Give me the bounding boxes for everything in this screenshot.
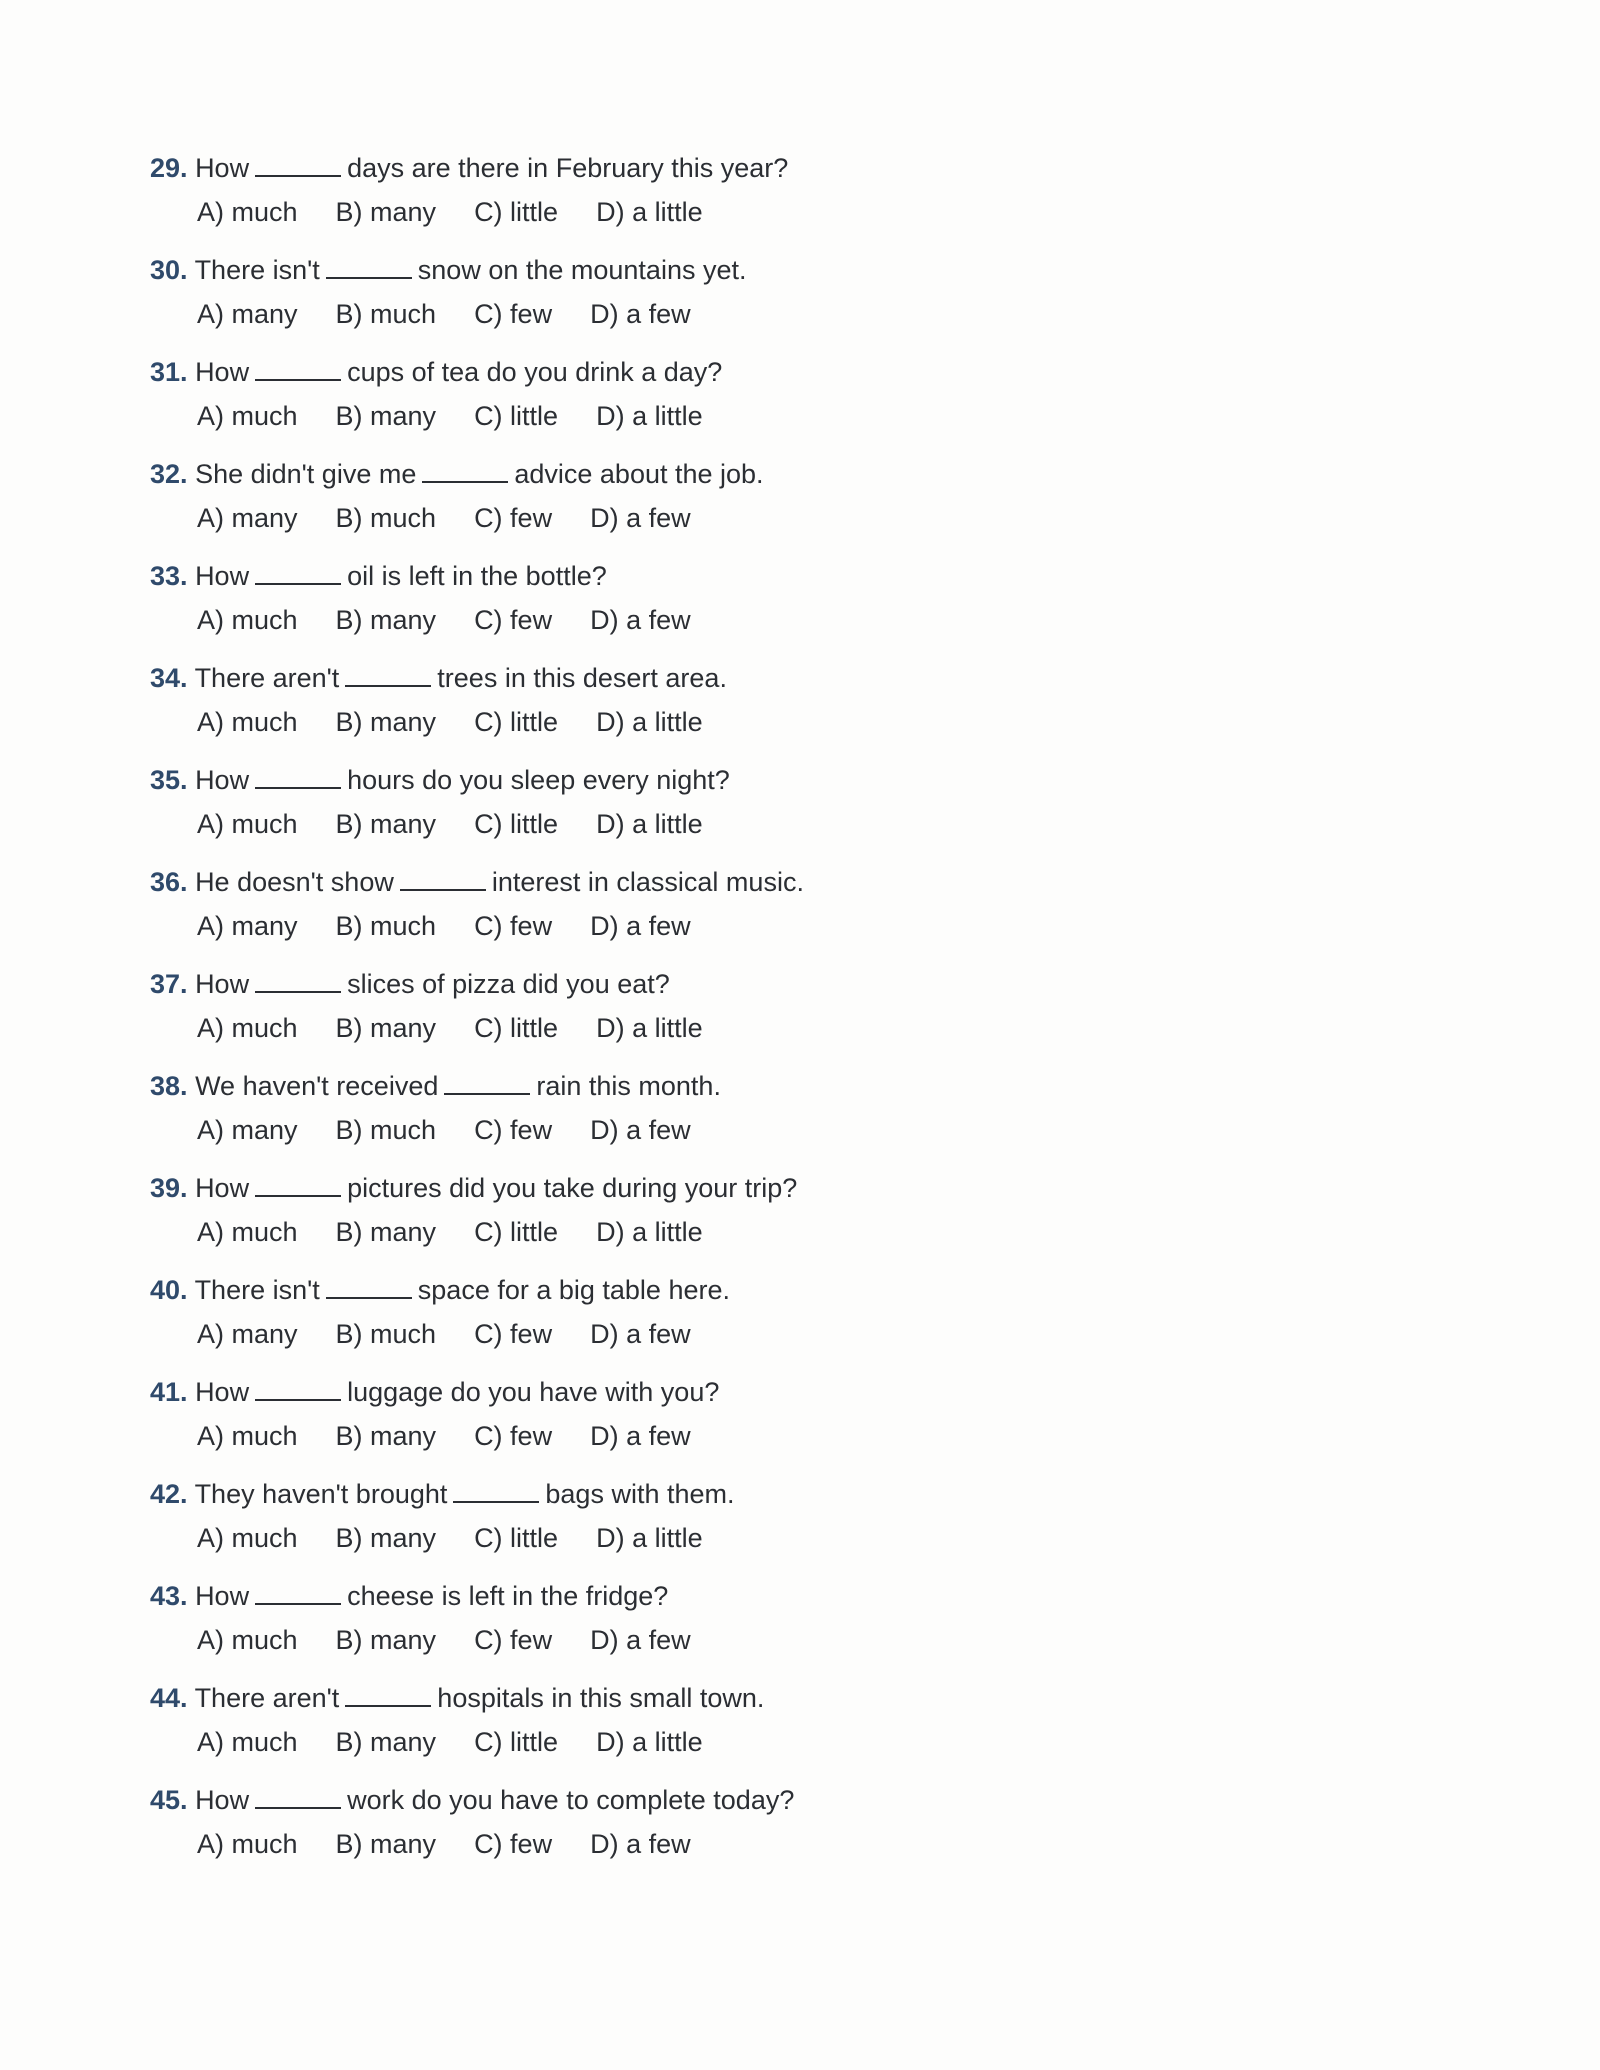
- answer-option: B) many: [335, 707, 437, 737]
- question-text-before: She didn't give me: [195, 459, 417, 489]
- question-text-after: hours do you sleep every night?: [347, 765, 730, 795]
- answer-option: C) few: [474, 1625, 553, 1655]
- answer-option: D) a little: [596, 1217, 703, 1247]
- answer-options: [150, 1314, 1250, 1362]
- question-number: 36.: [150, 867, 188, 897]
- question-text-after: space for a big table here.: [417, 1275, 730, 1305]
- question-text-after: hospitals in this small town.: [437, 1683, 765, 1713]
- answer-option: A) many: [197, 503, 298, 533]
- question-text-before: How: [195, 1377, 250, 1407]
- question-item: [150, 1270, 1250, 1372]
- question-stem: [150, 1270, 1250, 1314]
- answer-option: A) much: [197, 1625, 298, 1655]
- answer-blank: [255, 1783, 341, 1809]
- answer-blank: [255, 1171, 341, 1197]
- question-text-before: How: [195, 1581, 250, 1611]
- answer-option: C) few: [474, 1319, 553, 1349]
- question-item: [150, 1780, 1250, 1882]
- question-number: 37.: [150, 969, 188, 999]
- question-text-after: cheese is left in the fridge?: [347, 1581, 669, 1611]
- answer-option: A) much: [197, 197, 298, 227]
- question-number: 31.: [150, 357, 188, 387]
- question-text-after: advice about the job.: [514, 459, 764, 489]
- answer-options: [150, 1824, 1250, 1872]
- answer-option: B) many: [335, 1013, 437, 1043]
- answer-blank: [345, 1681, 431, 1707]
- question-item: [150, 556, 1250, 658]
- question-text-before: How: [195, 153, 250, 183]
- answer-options: [150, 1212, 1250, 1260]
- answer-options: [150, 192, 1250, 240]
- answer-option: C) little: [474, 1727, 559, 1757]
- answer-option: B) much: [335, 1115, 437, 1145]
- question-stem: [150, 556, 1250, 600]
- answer-option: D) a few: [590, 1319, 691, 1349]
- question-text-before: How: [195, 1785, 250, 1815]
- question-number: 35.: [150, 765, 188, 795]
- answer-blank: [255, 1375, 341, 1401]
- question-text-before: There isn't: [194, 1275, 320, 1305]
- answer-option: A) much: [197, 1727, 298, 1757]
- question-stem: [150, 352, 1250, 396]
- question-number: 33.: [150, 561, 188, 591]
- question-text-after: days are there in February this year?: [347, 153, 789, 183]
- question-number: 40.: [150, 1275, 188, 1305]
- question-item: [150, 148, 1250, 250]
- answer-blank: [255, 355, 341, 381]
- answer-options: [150, 702, 1250, 750]
- answer-options: [150, 396, 1250, 444]
- answer-option: A) much: [197, 1421, 298, 1451]
- question-item: [150, 658, 1250, 760]
- question-item: [150, 862, 1250, 964]
- question-item: [150, 1678, 1250, 1780]
- question-stem: [150, 148, 1250, 192]
- answer-option: A) many: [197, 1115, 298, 1145]
- question-stem: [150, 760, 1250, 804]
- question-number: 38.: [150, 1071, 188, 1101]
- question-text-before: How: [195, 561, 250, 591]
- answer-option: B) much: [335, 299, 437, 329]
- answer-option: B) many: [335, 1523, 437, 1553]
- question-text-after: cups of tea do you drink a day?: [347, 357, 723, 387]
- answer-blank: [444, 1069, 530, 1095]
- question-number: 39.: [150, 1173, 188, 1203]
- answer-option: A) much: [197, 1523, 298, 1553]
- question-text-after: oil is left in the bottle?: [347, 561, 607, 591]
- question-number: 45.: [150, 1785, 188, 1815]
- question-text-after: interest in classical music.: [491, 867, 804, 897]
- question-number: 41.: [150, 1377, 188, 1407]
- question-item: [150, 1168, 1250, 1270]
- answer-option: D) a little: [596, 401, 703, 431]
- answer-option: D) a little: [596, 809, 703, 839]
- question-stem: [150, 250, 1250, 294]
- answer-option: C) little: [474, 1523, 559, 1553]
- answer-option: A) many: [197, 299, 298, 329]
- question-number: 32.: [150, 459, 188, 489]
- answer-option: A) much: [197, 1013, 298, 1043]
- answer-option: C) little: [474, 197, 559, 227]
- answer-option: B) many: [335, 1625, 437, 1655]
- question-text-after: trees in this desert area.: [437, 663, 727, 693]
- answer-option: A) many: [197, 1319, 298, 1349]
- question-stem: [150, 1780, 1250, 1824]
- answer-options: [150, 1722, 1250, 1770]
- answer-option: D) a few: [590, 299, 691, 329]
- question-stem: [150, 1168, 1250, 1212]
- question-text-after: snow on the mountains yet.: [417, 255, 747, 285]
- answer-option: A) much: [197, 1829, 298, 1859]
- question-text-after: luggage do you have with you?: [347, 1377, 720, 1407]
- question-item: [150, 1066, 1250, 1168]
- answer-option: C) little: [474, 809, 559, 839]
- question-stem: [150, 658, 1250, 702]
- answer-option: B) many: [335, 1217, 437, 1247]
- question-stem: [150, 1576, 1250, 1620]
- answer-option: C) few: [474, 911, 553, 941]
- answer-option: B) many: [335, 809, 437, 839]
- answer-option: D) a little: [596, 707, 703, 737]
- answer-option: D) a few: [590, 911, 691, 941]
- answer-option: C) little: [474, 1217, 559, 1247]
- question-stem: [150, 454, 1250, 498]
- question-item: [150, 964, 1250, 1066]
- question-stem: [150, 1066, 1250, 1110]
- question-item: [150, 1474, 1250, 1576]
- answer-blank: [326, 253, 412, 279]
- answer-option: A) much: [197, 1217, 298, 1247]
- answer-option: A) much: [197, 809, 298, 839]
- answer-blank: [345, 661, 431, 687]
- question-item: [150, 454, 1250, 556]
- question-stem: [150, 964, 1250, 1008]
- answer-option: C) few: [474, 1829, 553, 1859]
- answer-option: D) a little: [596, 1013, 703, 1043]
- question-text-before: There isn't: [194, 255, 320, 285]
- answer-option: B) many: [335, 1829, 437, 1859]
- question-item: [150, 250, 1250, 352]
- question-stem: [150, 1474, 1250, 1518]
- answer-options: [150, 1110, 1250, 1158]
- question-text-before: There aren't: [194, 1683, 340, 1713]
- answer-blank: [422, 457, 508, 483]
- question-text-before: We haven't received: [195, 1071, 439, 1101]
- question-number: 30.: [150, 255, 188, 285]
- answer-options: [150, 1416, 1250, 1464]
- answer-option: D) a little: [596, 1523, 703, 1553]
- question-text-after: work do you have to complete today?: [347, 1785, 795, 1815]
- answer-option: D) a few: [590, 1421, 691, 1451]
- answer-option: C) few: [474, 1115, 553, 1145]
- answer-option: D) a few: [590, 605, 691, 635]
- answer-option: D) a little: [596, 197, 703, 227]
- question-item: [150, 1372, 1250, 1474]
- question-text-before: They haven't brought: [194, 1479, 448, 1509]
- answer-blank: [255, 763, 341, 789]
- answer-blank: [326, 1273, 412, 1299]
- answer-options: [150, 1620, 1250, 1668]
- question-text-after: rain this month.: [536, 1071, 721, 1101]
- answer-option: C) few: [474, 605, 553, 635]
- answer-option: B) many: [335, 1421, 437, 1451]
- question-item: [150, 352, 1250, 454]
- answer-blank: [400, 865, 486, 891]
- question-text-after: slices of pizza did you eat?: [347, 969, 670, 999]
- answer-option: B) many: [335, 605, 437, 635]
- answer-options: [150, 498, 1250, 546]
- answer-option: D) a few: [590, 1115, 691, 1145]
- question-text-before: How: [195, 357, 250, 387]
- question-text-after: bags with them.: [545, 1479, 735, 1509]
- answer-options: [150, 294, 1250, 342]
- answer-options: [150, 1518, 1250, 1566]
- answer-option: A) much: [197, 605, 298, 635]
- answer-options: [150, 600, 1250, 648]
- question-stem: [150, 1678, 1250, 1722]
- answer-blank: [453, 1477, 539, 1503]
- answer-option: B) many: [335, 1727, 437, 1757]
- answer-option: D) a few: [590, 1625, 691, 1655]
- answer-options: [150, 906, 1250, 954]
- answer-option: C) few: [474, 299, 553, 329]
- answer-option: A) much: [197, 707, 298, 737]
- question-text-before: How: [195, 765, 250, 795]
- answer-option: A) many: [197, 911, 298, 941]
- answer-blank: [255, 151, 341, 177]
- question-list: [150, 148, 1250, 1882]
- question-text-before: How: [195, 1173, 250, 1203]
- answer-blank: [255, 559, 341, 585]
- answer-options: [150, 1008, 1250, 1056]
- question-text-after: pictures did you take during your trip?: [347, 1173, 798, 1203]
- answer-option: B) many: [335, 197, 437, 227]
- answer-blank: [255, 1579, 341, 1605]
- question-stem: [150, 862, 1250, 906]
- answer-option: C) little: [474, 707, 559, 737]
- answer-option: A) much: [197, 401, 298, 431]
- answer-option: D) a little: [596, 1727, 703, 1757]
- answer-option: D) a few: [590, 1829, 691, 1859]
- question-text-before: He doesn't show: [195, 867, 394, 897]
- answer-option: C) little: [474, 401, 559, 431]
- answer-options: [150, 804, 1250, 852]
- answer-option: B) much: [335, 1319, 437, 1349]
- answer-option: C) few: [474, 503, 553, 533]
- answer-option: B) much: [335, 503, 437, 533]
- question-number: 42.: [150, 1479, 188, 1509]
- answer-option: C) little: [474, 1013, 559, 1043]
- question-text-before: There aren't: [194, 663, 340, 693]
- question-text-before: How: [195, 969, 250, 999]
- question-item: [150, 1576, 1250, 1678]
- question-number: 44.: [150, 1683, 188, 1713]
- answer-option: C) few: [474, 1421, 553, 1451]
- question-number: 43.: [150, 1581, 188, 1611]
- question-stem: [150, 1372, 1250, 1416]
- question-number: 34.: [150, 663, 188, 693]
- answer-option: D) a few: [590, 503, 691, 533]
- answer-blank: [255, 967, 341, 993]
- question-item: [150, 760, 1250, 862]
- question-number: 29.: [150, 153, 188, 183]
- answer-option: B) much: [335, 911, 437, 941]
- answer-option: B) many: [335, 401, 437, 431]
